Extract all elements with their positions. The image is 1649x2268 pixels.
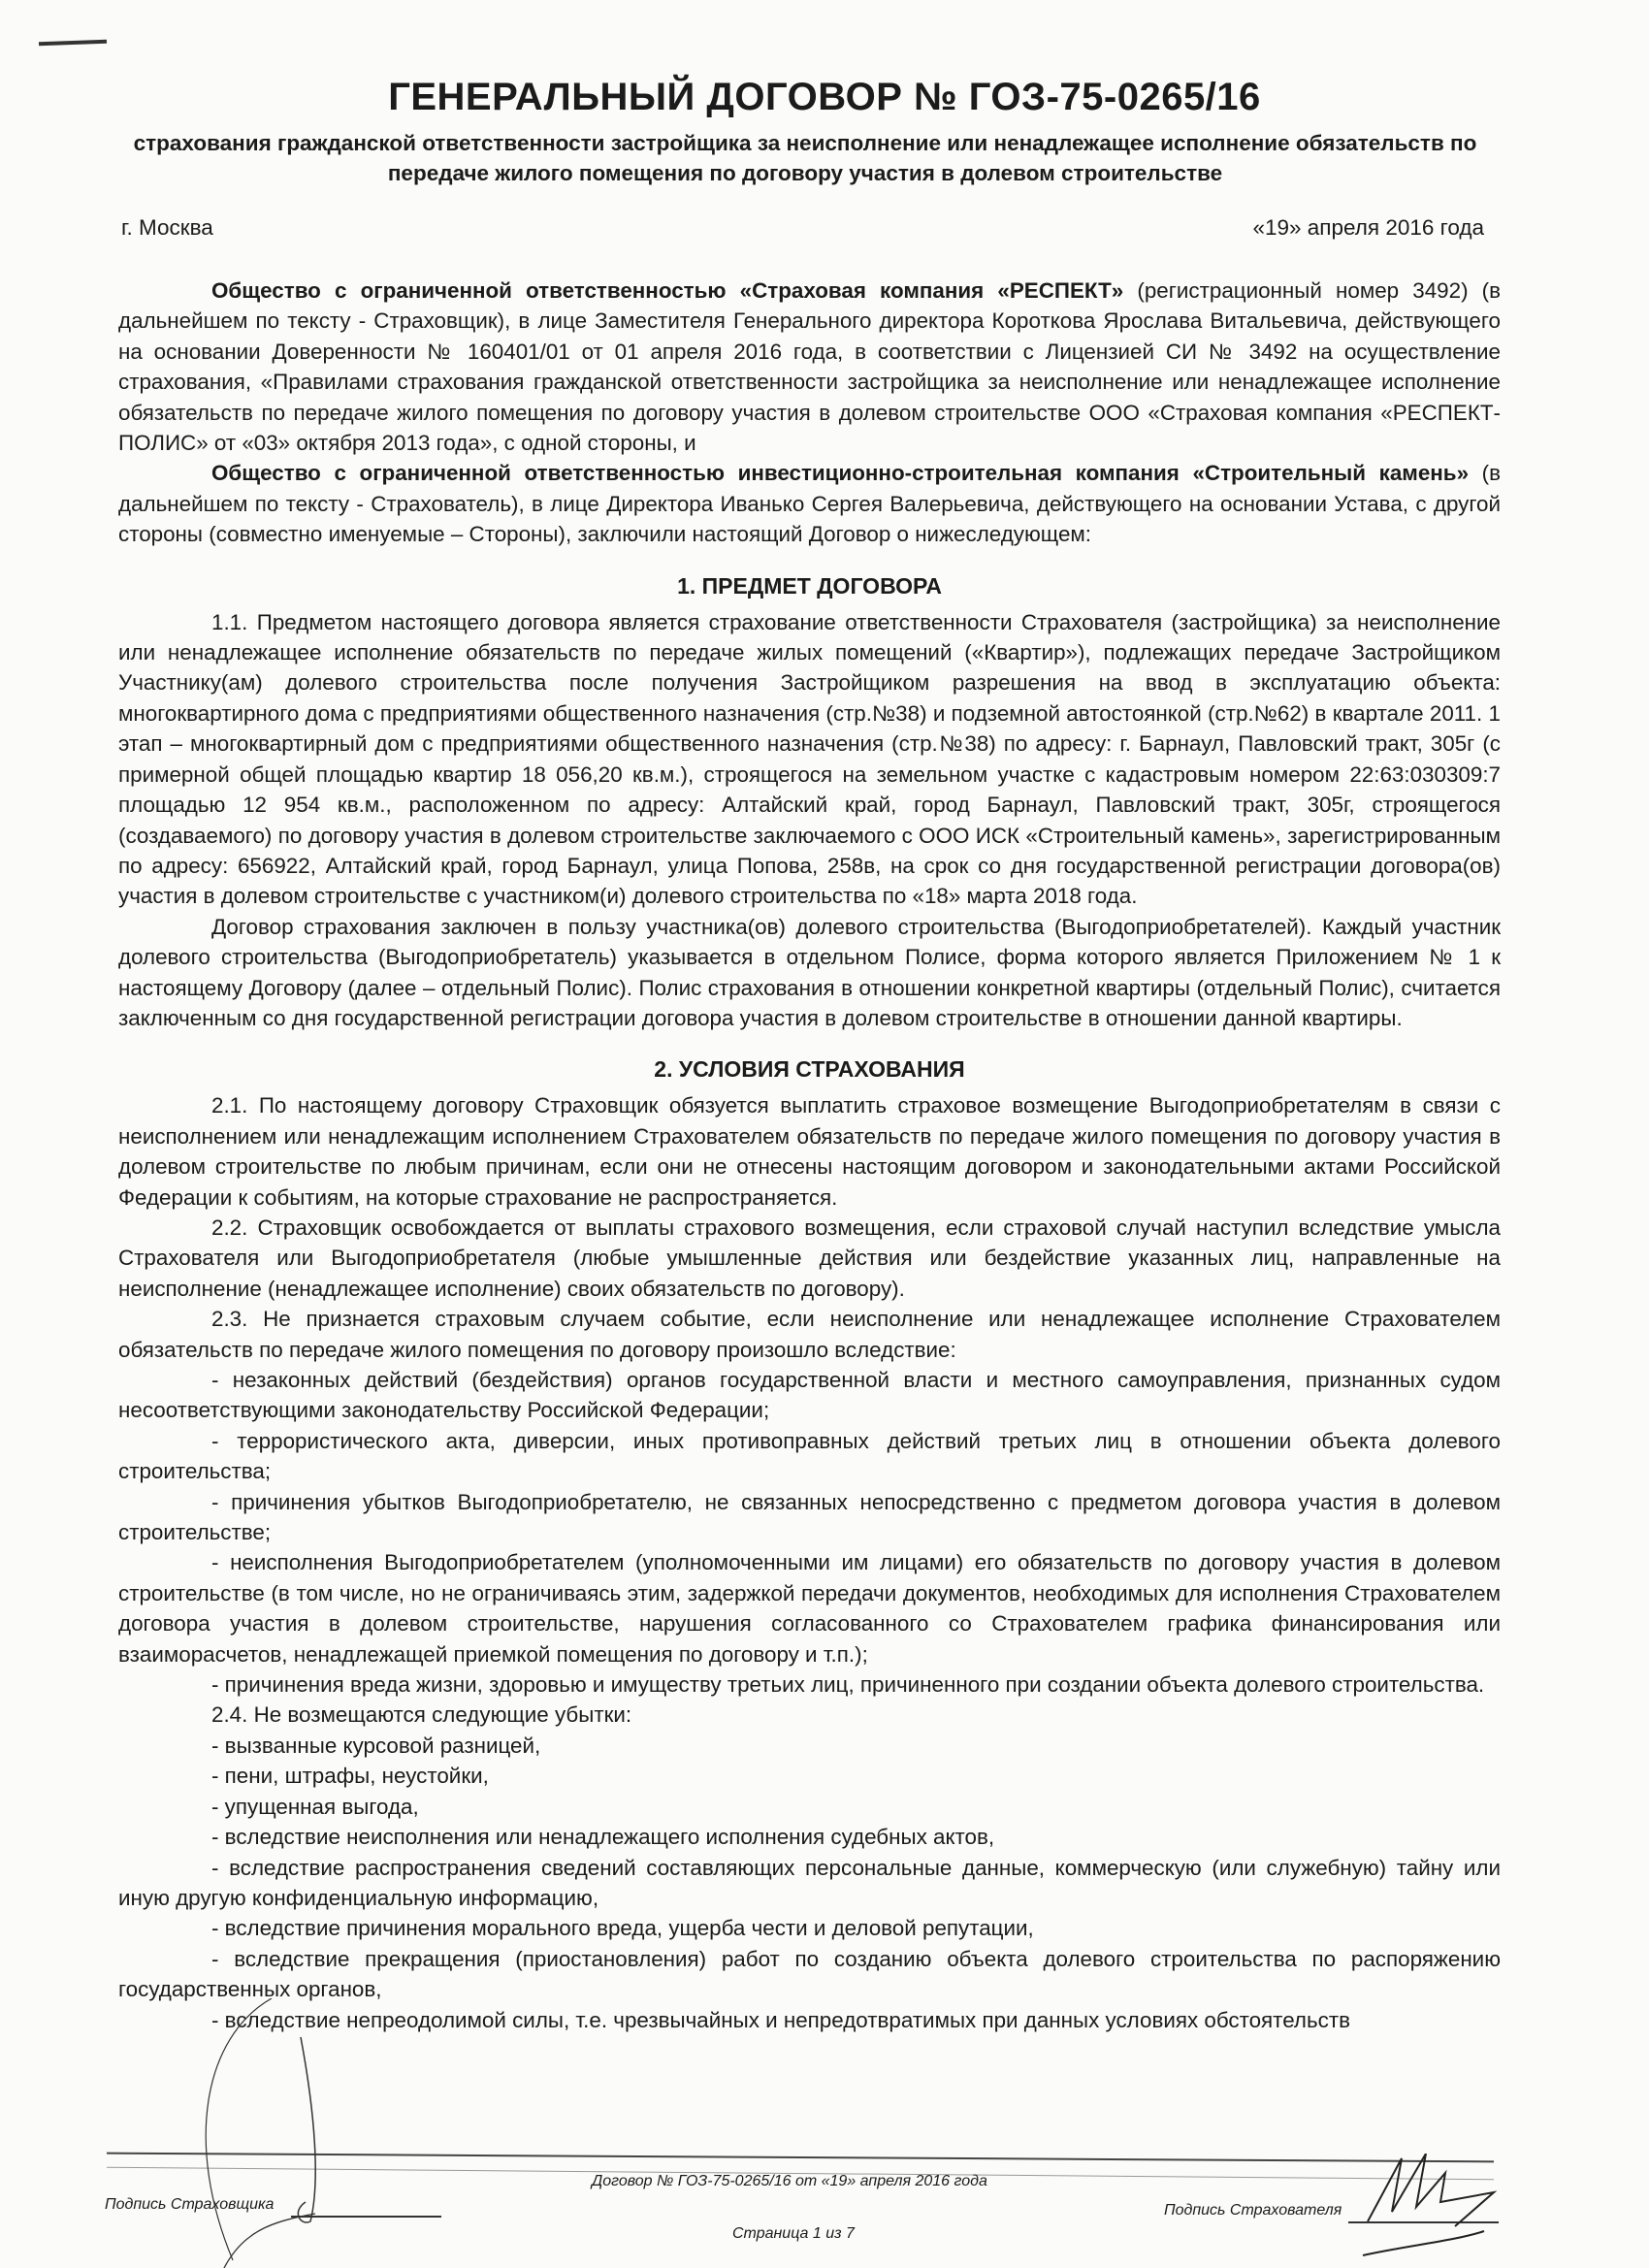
contract-body [118, 275, 1501, 2035]
paragraph [118, 1792, 1501, 1822]
insured-signature-icon [1348, 2154, 1513, 2268]
paragraph [118, 912, 1501, 1034]
paragraph [118, 1761, 1501, 1791]
paragraph [118, 1365, 1501, 1426]
paragraph-text: - вследствие распространения сведений составляющих персональные данные, коммерческую (или служебную) тайну или иную другую конфиденциальную информацию, [118, 1855, 1501, 1910]
paragraph-text: 2.3. Не признается страховым случаем событие, если неисполнение или ненадлежащее исполнение Страхователем обязательств по передаче жилого помещения по договору произошло вследствие: [118, 1307, 1501, 1362]
city: г. Москва [121, 215, 213, 240]
paragraph [118, 1944, 1501, 2005]
scan-mark [39, 40, 107, 46]
document-title: ГЕНЕРАЛЬНЫЙ ДОГОВОР № ГОЗ-75-0265/16 [388, 76, 1261, 118]
paragraph-text: 2.4. Не возмещаются следующие убытки: [211, 1702, 632, 1728]
paragraph-text: 1. ПРЕДМЕТ ДОГОВОРА [677, 572, 942, 599]
paragraph [118, 1822, 1501, 1852]
paragraph-text: - вследствие причинения морального вреда, ущерба чести и деловой репутации, [211, 1916, 1034, 1941]
party-name: Общество с ограниченной ответственностью инвестиционно-строительная компания «Строительный камень» [211, 461, 1470, 486]
paragraph [118, 1487, 1501, 1548]
paragraph [118, 275, 1501, 458]
paragraph-text: - неисполнения Выгодоприобретателем (уполномоченными им лицами) его обязательств по договору участия в долевом строительстве (в том числе, но не ограничиваясь этим, задержкой передачи документов, необходимых для исполнения Страхователем договора участия в долевом строительстве, нарушения согласованного со Страхователем графика финансирования или взаиморасчетов, ненадлежащей приемкой помещения по договору и т.п.); [118, 1550, 1501, 1667]
paragraph [118, 1853, 1501, 1914]
paragraph-text: - причинения убытков Выгодоприобретателю, не связанных непосредственно с предметом договора участия в долевом строительстве; [118, 1489, 1501, 1545]
paragraph [118, 1426, 1501, 1487]
insurer-signature-label: Подпись Страховщика [105, 2196, 275, 2213]
paragraph-text: - вследствие непреодолимой силы, т.е. чрезвычайных и непредотвратимых при данных условиях обстоятельств [211, 2007, 1350, 2032]
paragraph [118, 1213, 1501, 1304]
contract-date: «19» апреля 2016 года [1252, 215, 1484, 240]
paragraph-text: (в дальнейшем по тексту - Страхователь), в лице Директора Иванько Сергея Валерьевича, действующего на основании Устава, с другой стороны (совместно именуемые – Стороны), заключили настоящий Договор о нижеследующем: [118, 461, 1501, 547]
paragraph-text: 1.1. Предметом настоящего договора является страхование ответственности Страхователя (застройщика) за неисполнение или ненадлежащее исполнение обязательств по передаче жилых помещений («Квартир»), подлежащих передаче Застройщиком Участнику(ам) долевого строительства после получения Застройщиком разрешения на ввод в эксплуатацию объекта: многоквартирного дома с предприятиями общественного назначения (стр.№38) и подземной автостоянкой (стр.№62) в квартале 2011. 1 этап – многоквартирный дом с предприятиями общественного назначения (стр.№38) по адресу: г. Барнаул, Павловский тракт, 305г (с примерной общей площадью квартир 18 056,20 кв.м.), строящегося на земельном участке с кадастровым номером 22:63:030309:7 площадью 12 954 кв.м., расположенном по адресу: Алтайский край, город Барнаул, Павловский тракт, 305г, строящегося (создаваемого) по договору участия в долевом строительстве заключаемого с ООО ИСК «Строительный камень», зарегистрированным по адресу: 656922, Алтайский край, город Барнаул, улица Попова, 258в, на срок со дня государственной регистрации договора(ов) участия в долевом строительстве с участником(и) долевого строительства по «18» марта 2018 года. [118, 609, 1501, 909]
paragraph-text: 2.2. Страховщик освобождается от выплаты страхового возмещения, если страховой случай наступил вследствие умысла Страхователя или Выгодоприобретателя (любые умышленные действия или бездействие указанных лиц, направленные на неисполнение (ненадлежащее исполнение) своих обязательств по договору). [118, 1215, 1501, 1301]
document-subtitle: страхования гражданской ответственности застройщика за неисполнение или ненадлежащее исполнение обязательств по передаче жилого помещения по договору участия в долевом строительстве [133, 131, 1477, 185]
paragraph [118, 607, 1501, 912]
paragraph-text: - террористического акта, диверсии, иных противоправных действий третьих лиц в отношении объекта долевого строительства; [118, 1428, 1501, 1484]
paragraph-text: - вызванные курсовой разницей, [211, 1733, 541, 1758]
paragraph-text: - упущенная выгода, [211, 1794, 419, 1819]
paragraph-text: - вследствие прекращения (приостановления) работ по созданию объекта долевого строительства по распоряжению государственных органов, [118, 1946, 1501, 2002]
paragraph-text: (регистрационный номер 3492) (в дальнейшем по тексту - Страховщик), в лице Заместителя Генерального директора Короткова Ярослава Витальевича, действующего на основании Доверенности № 160401/01 от 01 апреля 2016 года, в соответствии с Лицензией СИ № 3492 на осуществление страхования, «Правилами страхования гражданской ответственности застройщика за неисполнение или ненадлежащее исполнение обязательств по передаче жилого помещения по договору участия в долевом строительстве ООО «Страховая компания «РЕСПЕКТ-ПОЛИС» от «03» октября 2013 года», с одной стороны, и [118, 278, 1502, 456]
paragraph [118, 1090, 1501, 1213]
insured-signature-label: Подпись Страхователя [1164, 2202, 1342, 2219]
insurer-signature-icon [146, 1998, 340, 2268]
page-number: Страница 1 из 7 [732, 2225, 855, 2242]
paragraph [118, 1700, 1501, 1730]
party-name: Общество с ограниченной ответственностью «Страховая компания «РЕСПЕКТ» [211, 278, 1124, 303]
paragraph [118, 1913, 1501, 1943]
paragraph [118, 458, 1501, 549]
paragraph-text: - вследствие неисполнения или ненадлежащего исполнения судебных актов, [211, 1825, 995, 1850]
footer-document-reference: Договор № ГОЗ-75-0265/16 от «19» апреля 2016 года [592, 2173, 987, 2189]
paragraph-text: - причинения вреда жизни, здоровью и имуществу третьих лиц, причиненного при создании объекта долевого строительства. [211, 1672, 1485, 1698]
paragraph-text: - пени, штрафы, неустойки, [211, 1764, 489, 1789]
paragraph-text: Договор страхования заключен в пользу участника(ов) долевого строительства (Выгодоприобретателей). Каждый участник долевого строительства (Выгодоприобретатель) указывается в отдельном Полисе, форма которого является Приложением № 1 к настоящему Договору (далее – отдельный Полис). Полис страхования в отношении конкретной квартиры (отдельный Полис), считается заключенным со дня государственной регистрации договора участия в долевом строительстве в отношении данной квартиры. [118, 914, 1501, 1030]
section-heading [118, 1054, 1501, 1085]
paragraph [118, 1304, 1501, 1365]
paragraph [118, 1669, 1501, 1700]
paragraph-text: 2. УСЛОВИЯ СТРАХОВАНИЯ [654, 1056, 965, 1083]
paragraph [118, 1547, 1501, 1669]
paragraph-text: 2.1. По настоящему договору Страховщик обязуется выплатить страховое возмещение Выгодоприобретателям в связи с неисполнением или ненадлежащим исполнением Страхователем обязательств по передаче жилого помещения по договору участия в долевом строительстве по любым причинам, если они не отнесены настоящим договором и законодательными актами Российской Федерации к событиям, на которые страхование не распространяется. [118, 1093, 1501, 1210]
paragraph [118, 1731, 1501, 1761]
paragraph-text: - незаконных действий (бездействия) органов государственной власти и местного самоуправления, признанных судом несоответствующими законодательству Российской Федерации; [118, 1368, 1501, 1423]
section-heading [118, 571, 1501, 601]
